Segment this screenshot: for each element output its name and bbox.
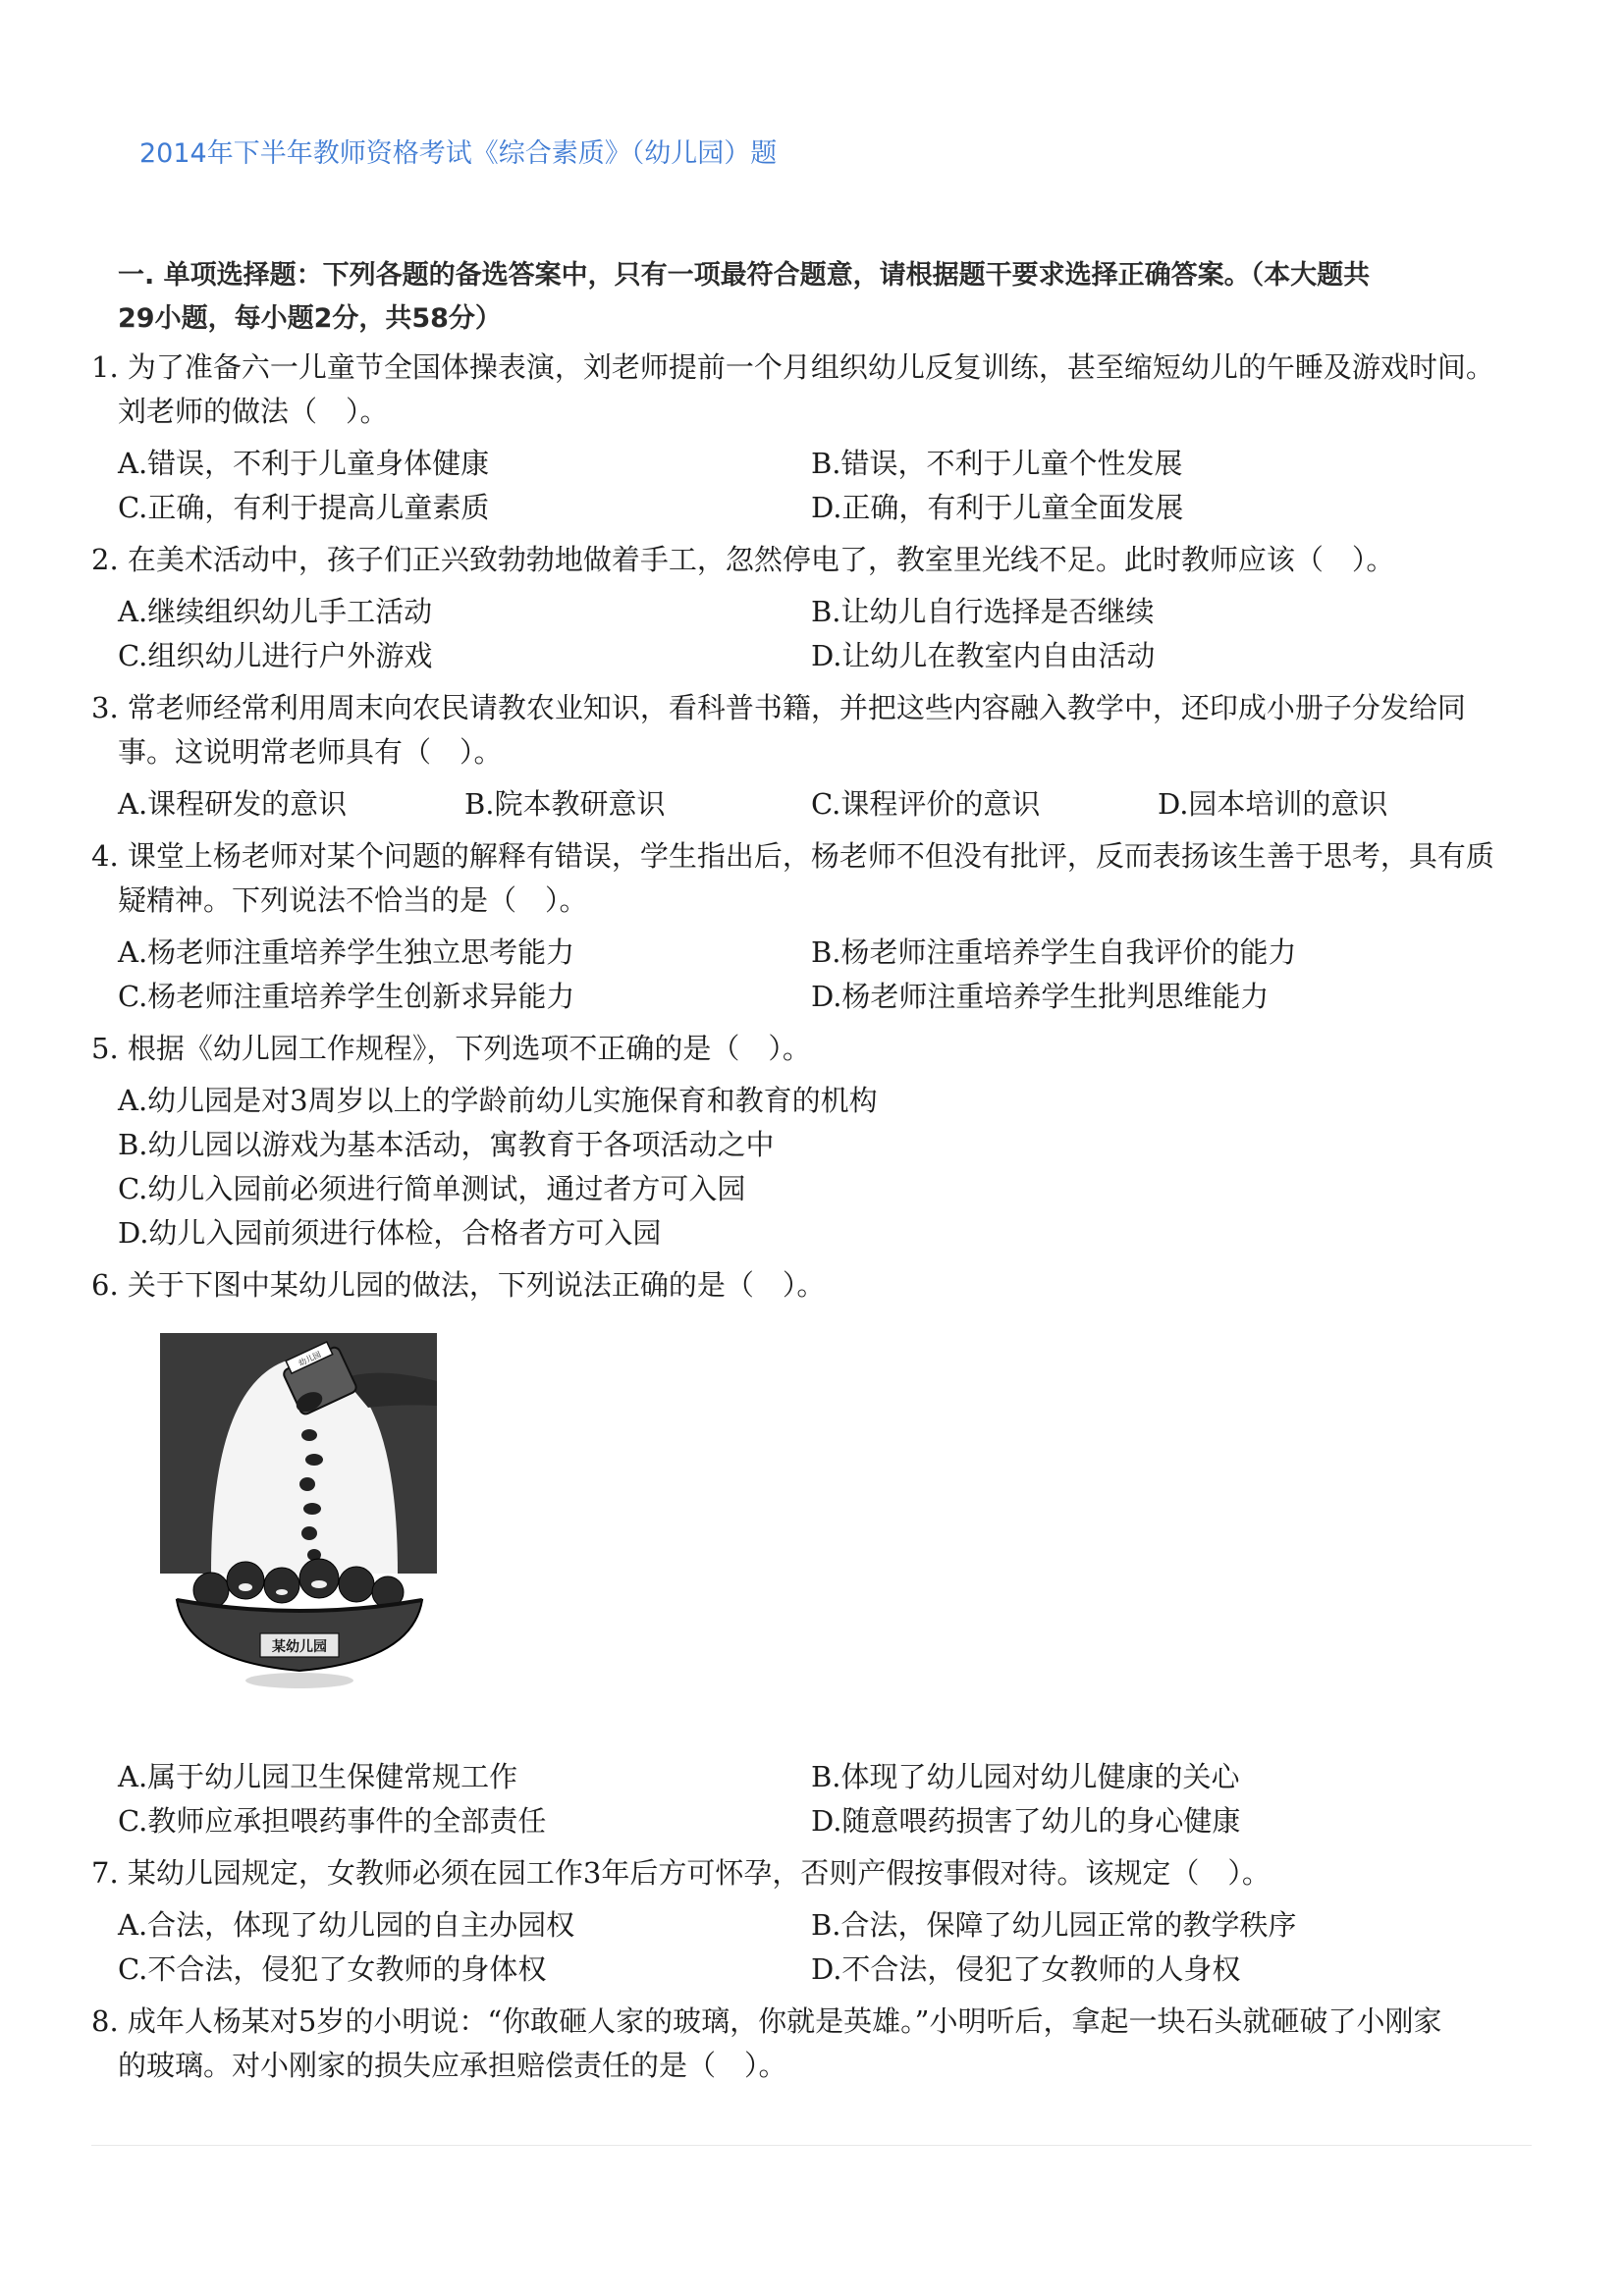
question-5-option-c: C.幼儿入园前必须进行简单测试，通过者方可入园 bbox=[118, 1172, 746, 1205]
bowl-label: 某幼儿园 bbox=[272, 1639, 327, 1655]
medicine-pouring-cartoon bbox=[152, 1327, 442, 1695]
question-4-option-d: D.杨老师注重培养学生批判思维能力 bbox=[811, 980, 1270, 1013]
question-3-option-a: A.课程研发的意识 bbox=[118, 787, 348, 821]
page-divider bbox=[91, 2145, 1532, 2146]
cartoon-figure bbox=[152, 1327, 442, 1695]
question-1-option-b: B.错误，不利于儿童个性发展 bbox=[811, 447, 1183, 480]
question-2-option-c: C.组织幼儿进行户外游戏 bbox=[118, 639, 433, 672]
question-2-stem: 2. 在美术活动中，孩子们正兴致勃勃地做着手工，忽然停电了，教室里光线不足。此时教师应该（ ）。 bbox=[91, 543, 1395, 576]
question-4-option-a: A.杨老师注重培养学生独立思考能力 bbox=[118, 935, 575, 969]
question-1-option-c: C.正确，有利于提高儿童素质 bbox=[118, 491, 490, 524]
question-7-stem: 7. 某幼儿园规定，女教师必须在园工作3年后方可怀孕，否则产假按事假对待。该规定（ ）。 bbox=[91, 1856, 1271, 1890]
question-6-option-b: B.体现了幼儿园对幼儿健康的关心 bbox=[811, 1760, 1240, 1793]
question-3-stem-cont: 事。这说明常老师具有（ ）。 bbox=[118, 735, 503, 769]
question-7-option-a: A.合法，体现了幼儿园的自主办园权 bbox=[118, 1908, 575, 1942]
question-6-option-d: D.随意喂药损害了幼儿的身心健康 bbox=[811, 1804, 1241, 1838]
section-heading-line-1: 一. 单项选择题：下列各题的备选答案中，只有一项最符合题意，请根据题干要求选择正确答案。（本大题共 bbox=[118, 260, 1371, 291]
question-6-option-a: A.属于幼儿园卫生保健常规工作 bbox=[118, 1760, 518, 1793]
page-title: 2014年下半年教师资格考试《综合素质》（幼儿园）题 bbox=[139, 138, 778, 169]
question-1-stem: 1. 为了准备六一儿童节全国体操表演，刘老师提前一个月组织幼儿反复训练，甚至缩短幼儿的午睡及游戏时间。 bbox=[91, 350, 1494, 384]
question-5-option-d: D.幼儿入园前须进行体检，合格者方可入园 bbox=[118, 1216, 662, 1250]
question-8-stem: 8. 成年人杨某对5岁的小明说：“你敢砸人家的玻璃，你就是英雄。”小明听后，拿起一块石头就砸破了小刚家 bbox=[91, 2004, 1442, 2038]
question-4-stem: 4. 课堂上杨老师对某个问题的解释有错误，学生指出后，杨老师不但没有批评，反而表扬该生善于思考，具有质 bbox=[91, 839, 1494, 873]
question-3-stem: 3. 常老师经常利用周末向农民请教农业知识，看科普书籍，并把这些内容融入教学中，还印成小册子分发给同 bbox=[91, 691, 1466, 724]
question-3-option-d: D.园本培训的意识 bbox=[1158, 787, 1388, 821]
question-2-option-b: B.让幼儿自行选择是否继续 bbox=[811, 595, 1155, 628]
question-5-stem: 5. 根据《幼儿园工作规程》，下列选项不正确的是（ ）。 bbox=[91, 1032, 811, 1065]
question-4-option-c: C.杨老师注重培养学生创新求异能力 bbox=[118, 980, 575, 1013]
question-4-option-b: B.杨老师注重培养学生自我评价的能力 bbox=[811, 935, 1297, 969]
question-1-option-d: D.正确，有利于儿童全面发展 bbox=[811, 491, 1184, 524]
question-7-option-b: B.合法，保障了幼儿园正常的教学秩序 bbox=[811, 1908, 1297, 1942]
question-7-option-c: C.不合法，侵犯了女教师的身体权 bbox=[118, 1952, 547, 1986]
question-8-stem-cont: 的玻璃。对小刚家的损失应承担赔偿责任的是（ ）。 bbox=[118, 2049, 787, 2082]
question-1-stem-cont: 刘老师的做法（ ）。 bbox=[118, 395, 389, 428]
question-2-option-d: D.让幼儿在教室内自由活动 bbox=[811, 639, 1156, 672]
bottle-label: 幼儿园 bbox=[297, 1350, 323, 1368]
question-1-option-a: A.错误，不利于儿童身体健康 bbox=[118, 447, 490, 480]
section-heading-line-2: 29小题，每小题2分，共58分） bbox=[118, 303, 502, 334]
question-2-option-a: A.继续组织幼儿手工活动 bbox=[118, 595, 433, 628]
question-5-option-b: B.幼儿园以游戏为基本活动，寓教育于各项活动之中 bbox=[118, 1128, 775, 1161]
question-3-option-c: C.课程评价的意识 bbox=[811, 787, 1041, 821]
question-3-option-b: B.院本教研意识 bbox=[464, 787, 666, 821]
question-7-option-d: D.不合法，侵犯了女教师的人身权 bbox=[811, 1952, 1241, 1986]
question-6-stem: 6. 关于下图中某幼儿园的做法，下列说法正确的是（ ）。 bbox=[91, 1268, 826, 1302]
question-5-option-a: A.幼儿园是对3周岁以上的学龄前幼儿实施保育和教育的机构 bbox=[118, 1084, 878, 1117]
question-6-option-c: C.教师应承担喂药事件的全部责任 bbox=[118, 1804, 547, 1838]
question-4-stem-cont: 疑精神。下列说法不恰当的是（ ）。 bbox=[118, 883, 588, 917]
